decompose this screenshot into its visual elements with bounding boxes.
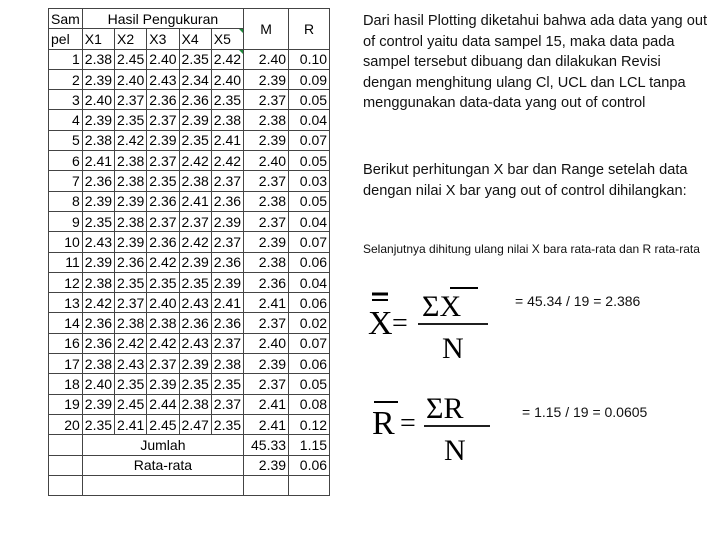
sample-header-bottom: pel xyxy=(49,29,83,49)
table-row xyxy=(49,374,330,394)
measurement-cell: 2.42 xyxy=(211,151,243,171)
mean-cell: 2.39 xyxy=(244,354,289,374)
range-cell: 0.05 xyxy=(289,374,330,394)
measurement-cell: 2.35 xyxy=(179,272,211,292)
measurement-cell: 2.37 xyxy=(147,110,179,130)
measurement-cell: 2.35 xyxy=(179,374,211,394)
table-row xyxy=(49,394,330,414)
col-header-x4: X4 xyxy=(179,29,211,49)
table-row xyxy=(49,313,330,333)
measurement-cell: 2.38 xyxy=(82,49,114,69)
measurement-cell: 2.43 xyxy=(82,232,114,252)
explanation-paragraph: Dari hasil Plotting diketahui bahwa ada data yang out of control yaitu data sampel 15, maka data pada sampel tersebut dibuang dan dilakukan Revisi dengan menghitung ulang Cl, UCL dan LCL tanpa menggunakan data-data yang out of control xyxy=(363,13,707,111)
measurement-cell: 2.36 xyxy=(82,313,114,333)
table-row xyxy=(49,171,330,191)
col-header-x5: X5 xyxy=(211,29,243,49)
range-cell: 0.06 xyxy=(289,252,330,272)
measurement-cell: 2.39 xyxy=(179,354,211,374)
measurement-cell: 2.39 xyxy=(211,272,243,292)
sample-number: 17 xyxy=(49,354,83,374)
measurement-cell: 2.37 xyxy=(115,90,147,110)
measurement-cell: 2.42 xyxy=(147,333,179,353)
range-cell: 0.05 xyxy=(289,90,330,110)
range-cell: 0.02 xyxy=(289,313,330,333)
blank-cell xyxy=(49,475,83,495)
sample-number: 3 xyxy=(49,90,83,110)
total-mean: 45.33 xyxy=(244,435,289,455)
blank-cell xyxy=(289,475,330,495)
xbar-formula xyxy=(366,282,496,362)
measurement-cell: 2.35 xyxy=(115,374,147,394)
range-cell: 0.03 xyxy=(289,171,330,191)
table-row xyxy=(49,293,330,313)
measurement-cell: 2.35 xyxy=(211,414,243,434)
mean-cell: 2.37 xyxy=(244,171,289,191)
measurement-cell: 2.37 xyxy=(147,211,179,231)
sample-number: 12 xyxy=(49,272,83,292)
xbar-numerator: ΣX xyxy=(422,290,462,323)
xbar-lhs: X xyxy=(368,305,393,342)
mean-header: M xyxy=(244,9,289,50)
range-cell: 0.08 xyxy=(289,394,330,414)
sample-number: 8 xyxy=(49,191,83,211)
measurement-cell: 2.42 xyxy=(115,130,147,150)
col-header-x1: X1 xyxy=(82,29,114,49)
measurement-cell: 2.35 xyxy=(179,130,211,150)
measurement-cell: 2.42 xyxy=(179,232,211,252)
range-cell: 0.04 xyxy=(289,211,330,231)
measurement-cell: 2.38 xyxy=(211,354,243,374)
sample-number: 10 xyxy=(49,232,83,252)
sample-number: 2 xyxy=(49,69,83,89)
col-header-x3: X3 xyxy=(147,29,179,49)
measurement-cell: 2.36 xyxy=(211,313,243,333)
measurement-cell: 2.37 xyxy=(147,151,179,171)
measurement-cell: 2.44 xyxy=(147,394,179,414)
measurement-cell: 2.36 xyxy=(179,90,211,110)
range-cell: 0.07 xyxy=(289,130,330,150)
total-range: 1.15 xyxy=(289,435,330,455)
range-header: R xyxy=(289,9,330,50)
mean-cell: 2.40 xyxy=(244,333,289,353)
table-row xyxy=(49,354,330,374)
measurement-table-container xyxy=(48,8,330,496)
measurement-cell: 2.41 xyxy=(211,293,243,313)
mean-cell: 2.40 xyxy=(244,49,289,69)
average-label: Rata-rata xyxy=(82,455,243,475)
range-cell: 0.07 xyxy=(289,232,330,252)
blank-cell xyxy=(49,455,83,475)
table-row xyxy=(49,90,330,110)
measurement-cell: 2.43 xyxy=(179,293,211,313)
measurement-cell: 2.36 xyxy=(115,252,147,272)
measurement-cell: 2.35 xyxy=(82,211,114,231)
table-row xyxy=(49,414,330,434)
average-range: 0.06 xyxy=(289,455,330,475)
measurement-cell: 2.43 xyxy=(115,354,147,374)
range-cell: 0.12 xyxy=(289,414,330,434)
measurement-cell: 2.40 xyxy=(211,69,243,89)
measurement-cell: 2.42 xyxy=(211,49,243,69)
table-row xyxy=(49,272,330,292)
blank-cell xyxy=(49,435,83,455)
mean-cell: 2.37 xyxy=(244,90,289,110)
measurement-cell: 2.39 xyxy=(82,110,114,130)
measurement-cell: 2.39 xyxy=(82,69,114,89)
measurement-cell: 2.41 xyxy=(82,151,114,171)
total-row xyxy=(49,435,330,455)
average-row xyxy=(49,455,330,475)
table-row xyxy=(49,151,330,171)
mean-cell: 2.39 xyxy=(244,232,289,252)
sample-header-top: Sam xyxy=(49,9,83,29)
table-row xyxy=(49,69,330,89)
mean-cell: 2.41 xyxy=(244,293,289,313)
range-cell: 0.07 xyxy=(289,333,330,353)
measurement-cell: 2.45 xyxy=(115,49,147,69)
table-row xyxy=(49,191,330,211)
measurement-cell: 2.41 xyxy=(211,130,243,150)
table-row xyxy=(49,252,330,272)
xbar-denominator: N xyxy=(442,332,464,362)
measurement-cell: 2.38 xyxy=(179,394,211,414)
svg-text:=: = xyxy=(392,308,408,339)
measurement-cell: 2.39 xyxy=(179,110,211,130)
average-mean: 2.39 xyxy=(244,455,289,475)
total-label: Jumlah xyxy=(82,435,243,455)
measurement-cell: 2.37 xyxy=(115,293,147,313)
rbar-result: = 1.15 / 19 = 0.0605 xyxy=(522,404,648,420)
measurement-cell: 2.39 xyxy=(82,191,114,211)
measurement-cell: 2.39 xyxy=(115,191,147,211)
measurement-cell: 2.36 xyxy=(147,191,179,211)
sample-number: 9 xyxy=(49,211,83,231)
rbar-numerator: ΣR xyxy=(426,392,464,425)
sample-number: 6 xyxy=(49,151,83,171)
measurement-cell: 2.38 xyxy=(82,272,114,292)
measurement-cell: 2.35 xyxy=(115,272,147,292)
measurement-cell: 2.37 xyxy=(179,211,211,231)
mean-cell: 2.41 xyxy=(244,394,289,414)
sample-number: 13 xyxy=(49,293,83,313)
mean-cell: 2.37 xyxy=(244,313,289,333)
measurement-cell: 2.35 xyxy=(115,110,147,130)
sample-number: 20 xyxy=(49,414,83,434)
measurement-cell: 2.39 xyxy=(115,232,147,252)
measurement-cell: 2.38 xyxy=(82,130,114,150)
header-row-top xyxy=(49,9,330,29)
mean-cell: 2.38 xyxy=(244,252,289,272)
rbar-denominator: N xyxy=(444,434,466,465)
range-cell: 0.06 xyxy=(289,354,330,374)
table-row xyxy=(49,49,330,69)
xbar-result: = 45.34 / 19 = 2.386 xyxy=(515,293,641,309)
mean-cell: 2.39 xyxy=(244,69,289,89)
measurement-cell: 2.37 xyxy=(211,333,243,353)
measurement-cell: 2.35 xyxy=(147,171,179,191)
range-cell: 0.04 xyxy=(289,272,330,292)
measurement-cell: 2.40 xyxy=(82,90,114,110)
rbar-lhs: R xyxy=(372,405,395,442)
sample-number: 14 xyxy=(49,313,83,333)
table-row xyxy=(49,333,330,353)
measurement-cell: 2.42 xyxy=(147,252,179,272)
measurement-cell: 2.38 xyxy=(115,171,147,191)
measurement-cell: 2.47 xyxy=(179,414,211,434)
measurement-cell: 2.38 xyxy=(115,313,147,333)
measurement-cell: 2.37 xyxy=(211,232,243,252)
calculation-intro: Berikut perhitungan X bar dan Range setelah data dengan nilai X bar yang out of control dihilangkan: xyxy=(363,162,688,199)
mean-cell: 2.40 xyxy=(244,151,289,171)
measurement-cell: 2.38 xyxy=(179,171,211,191)
measurement-cell: 2.39 xyxy=(147,130,179,150)
svg-text:=: = xyxy=(400,408,416,439)
mean-cell: 2.38 xyxy=(244,110,289,130)
sample-number: 4 xyxy=(49,110,83,130)
sample-number: 1 xyxy=(49,49,83,69)
measurement-cell: 2.37 xyxy=(147,354,179,374)
measurement-cell: 2.39 xyxy=(82,394,114,414)
measurement-cell: 2.35 xyxy=(147,272,179,292)
measurement-cell: 2.43 xyxy=(179,333,211,353)
measurement-cell: 2.41 xyxy=(179,191,211,211)
table-row xyxy=(49,232,330,252)
mean-cell: 2.41 xyxy=(244,414,289,434)
group-header: Hasil Pengukuran xyxy=(82,9,243,29)
measurement-cell: 2.38 xyxy=(115,211,147,231)
measurement-cell: 2.38 xyxy=(115,151,147,171)
measurement-cell: 2.40 xyxy=(82,374,114,394)
measurement-cell: 2.38 xyxy=(211,110,243,130)
measurement-table xyxy=(48,8,330,496)
sample-number: 19 xyxy=(49,394,83,414)
measurement-cell: 2.45 xyxy=(115,394,147,414)
range-cell: 0.04 xyxy=(289,110,330,130)
measurement-cell: 2.42 xyxy=(115,333,147,353)
measurement-cell: 2.35 xyxy=(82,414,114,434)
mean-cell: 2.36 xyxy=(244,272,289,292)
sample-number: 16 xyxy=(49,333,83,353)
range-cell: 0.05 xyxy=(289,191,330,211)
measurement-cell: 2.42 xyxy=(82,293,114,313)
blank-cell xyxy=(82,475,243,495)
sample-number: 18 xyxy=(49,374,83,394)
mean-cell: 2.37 xyxy=(244,211,289,231)
measurement-cell: 2.36 xyxy=(82,171,114,191)
measurement-cell: 2.39 xyxy=(211,211,243,231)
measurement-cell: 2.38 xyxy=(82,354,114,374)
mean-cell: 2.39 xyxy=(244,130,289,150)
measurement-cell: 2.36 xyxy=(211,191,243,211)
measurement-cell: 2.41 xyxy=(115,414,147,434)
col-header-x2: X2 xyxy=(115,29,147,49)
measurement-cell: 2.35 xyxy=(211,374,243,394)
measurement-cell: 2.40 xyxy=(147,49,179,69)
sample-number: 5 xyxy=(49,130,83,150)
range-cell: 0.06 xyxy=(289,293,330,313)
table-row xyxy=(49,130,330,150)
measurement-cell: 2.34 xyxy=(179,69,211,89)
blank-cell xyxy=(244,475,289,495)
measurement-cell: 2.36 xyxy=(179,313,211,333)
table-row xyxy=(49,211,330,231)
rbar-formula xyxy=(366,380,496,465)
measurement-cell: 2.39 xyxy=(82,252,114,272)
measurement-cell: 2.38 xyxy=(147,313,179,333)
measurement-cell: 2.36 xyxy=(147,90,179,110)
mean-cell: 2.38 xyxy=(244,191,289,211)
measurement-cell: 2.36 xyxy=(82,333,114,353)
measurement-cell: 2.39 xyxy=(179,252,211,272)
empty-row xyxy=(49,475,330,495)
range-cell: 0.10 xyxy=(289,49,330,69)
table-row xyxy=(49,110,330,130)
measurement-cell: 2.45 xyxy=(147,414,179,434)
measurement-cell: 2.42 xyxy=(179,151,211,171)
measurement-cell: 2.35 xyxy=(211,90,243,110)
sample-number: 7 xyxy=(49,171,83,191)
measurement-cell: 2.40 xyxy=(115,69,147,89)
range-cell: 0.05 xyxy=(289,151,330,171)
mean-cell: 2.37 xyxy=(244,374,289,394)
measurement-cell: 2.36 xyxy=(211,252,243,272)
measurement-cell: 2.39 xyxy=(147,374,179,394)
measurement-cell: 2.35 xyxy=(179,49,211,69)
recalculation-note: Selanjutnya dihitung ulang nilai X bara rata-rata dan R rata-rata xyxy=(363,242,700,256)
measurement-cell: 2.37 xyxy=(211,171,243,191)
measurement-cell: 2.36 xyxy=(147,232,179,252)
measurement-cell: 2.43 xyxy=(147,69,179,89)
sample-number: 11 xyxy=(49,252,83,272)
range-cell: 0.09 xyxy=(289,69,330,89)
measurement-cell: 2.37 xyxy=(211,394,243,414)
measurement-cell: 2.40 xyxy=(147,293,179,313)
